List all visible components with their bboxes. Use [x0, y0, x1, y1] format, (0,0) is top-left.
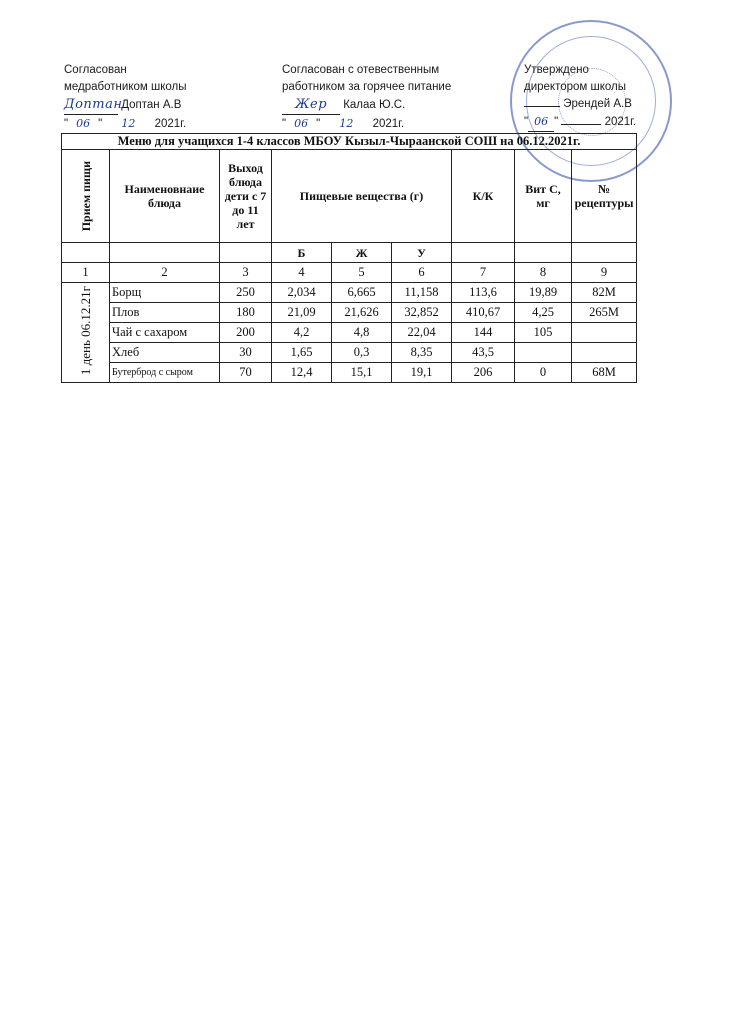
- dish-name: Чай с сахаром: [110, 323, 220, 343]
- yield-value: 250: [220, 283, 272, 303]
- protein-value: 1,65: [272, 343, 332, 363]
- col-header-kk: К/К: [452, 150, 515, 243]
- fat-value: 0,3: [332, 343, 392, 363]
- approval-food-officer: Согласован с отевественным работником за горячее питание Жер Калаа Ю.С. " 06 " 12 2021г.: [282, 62, 502, 134]
- fat-value: 4,8: [332, 323, 392, 343]
- col-number: 1: [62, 263, 110, 283]
- approval-director-line2: директором школы: [524, 81, 627, 93]
- col-number: 5: [332, 263, 392, 283]
- carbs-value: 22,04: [392, 323, 452, 343]
- day-label: 1 день 06.12.21г: [77, 285, 93, 376]
- table-row: [62, 303, 637, 323]
- carbs-value: 8,35: [392, 343, 452, 363]
- col-header-dish: Наименовнаие блюда: [110, 150, 220, 243]
- approval-food-line1: Согласован с отевественным: [282, 64, 440, 76]
- col-number: 4: [272, 263, 332, 283]
- col-number: 8: [515, 263, 572, 283]
- subheader-carbs: У: [392, 243, 452, 263]
- fat-value: 6,665: [332, 283, 392, 303]
- col-number: 3: [220, 263, 272, 283]
- col-number: 9: [572, 263, 637, 283]
- approval-food-year: 2021г.: [372, 118, 405, 130]
- kk-value: 144: [452, 323, 515, 343]
- col-header-yield: Выход блюда дети с 7 до 11 лет: [220, 150, 272, 243]
- yield-value: 70: [220, 363, 272, 383]
- signature-food-officer: Жер: [294, 97, 328, 112]
- dish-name: Борщ: [110, 283, 220, 303]
- approval-medic-month: 12: [121, 117, 136, 130]
- table-row: [62, 363, 637, 383]
- table-row: [62, 343, 637, 363]
- recipe-value: [572, 343, 637, 363]
- col-number: 7: [452, 263, 515, 283]
- subheader-protein: Б: [272, 243, 332, 263]
- col-header-meal: Прием пищи: [78, 160, 93, 232]
- recipe-value: 265М: [572, 303, 637, 323]
- carbs-value: 11,158: [392, 283, 452, 303]
- protein-value: 2,034: [272, 283, 332, 303]
- col-header-nutrients: Пищевые вещества (г): [272, 150, 452, 243]
- vitc-value: 4,25: [515, 303, 572, 323]
- col-header-recipe: № рецептуры: [572, 150, 637, 243]
- vitc-value: 105: [515, 323, 572, 343]
- signature-director: [524, 106, 560, 107]
- protein-value: 12,4: [272, 363, 332, 383]
- approval-medic-line1: Согласован: [64, 64, 127, 76]
- approval-food-name: Калаа Ю.С.: [343, 99, 406, 111]
- recipe-value: [572, 323, 637, 343]
- approval-director: Утверждено директором школы Эрендей А.В " 06 " 2021г.: [524, 62, 664, 132]
- dish-name: Бутерброд с сыром: [110, 363, 220, 383]
- menu-title: Меню для учащихся 1-4 классов МБОУ Кызыл-Чыраанской СОШ на 06.12.2021г.: [62, 134, 637, 150]
- kk-value: 410,67: [452, 303, 515, 323]
- table-row: [62, 283, 637, 303]
- signature-medic: Доптан: [64, 97, 123, 112]
- carbs-value: 19,1: [392, 363, 452, 383]
- approval-director-year: 2021г.: [604, 116, 637, 128]
- approval-food-month: 12: [339, 117, 354, 130]
- approval-director-line1: Утверждено: [524, 64, 589, 76]
- col-number: 6: [392, 263, 452, 283]
- kk-value: 43,5: [452, 343, 515, 363]
- kk-value: 113,6: [452, 283, 515, 303]
- vitc-value: [515, 343, 572, 363]
- approval-medic-line2: медработником школы: [64, 81, 187, 93]
- protein-value: 21,09: [272, 303, 332, 323]
- col-number: 2: [110, 263, 220, 283]
- approval-medic-year: 2021г.: [154, 118, 187, 130]
- approval-medic-day: 06: [76, 117, 91, 130]
- recipe-value: 82М: [572, 283, 637, 303]
- approval-director-name: Эрендей А.В: [563, 98, 632, 110]
- protein-value: 4,2: [272, 323, 332, 343]
- dish-name: Хлеб: [110, 343, 220, 363]
- dish-name: Плов: [110, 303, 220, 323]
- menu-table: [61, 133, 637, 383]
- fat-value: 21,626: [332, 303, 392, 323]
- approval-food-line2: работником за горячее питание: [282, 81, 452, 93]
- recipe-value: 68М: [572, 363, 637, 383]
- yield-value: 180: [220, 303, 272, 323]
- carbs-value: 32,852: [392, 303, 452, 323]
- yield-value: 200: [220, 323, 272, 343]
- approval-medic-name: Доптан А.В: [121, 99, 182, 111]
- subheader-fat: Ж: [332, 243, 392, 263]
- kk-value: 206: [452, 363, 515, 383]
- vitc-value: 19,89: [515, 283, 572, 303]
- approval-medic: Согласован медработником школы Доптан Доптан А.В " 06 " 12 2021г.: [64, 62, 264, 134]
- col-header-vitc: Вит С, мг: [515, 150, 572, 243]
- approval-food-day: 06: [294, 117, 309, 130]
- fat-value: 15,1: [332, 363, 392, 383]
- approval-director-day: 06: [534, 115, 549, 128]
- table-row: [62, 323, 637, 343]
- vitc-value: 0: [515, 363, 572, 383]
- yield-value: 30: [220, 343, 272, 363]
